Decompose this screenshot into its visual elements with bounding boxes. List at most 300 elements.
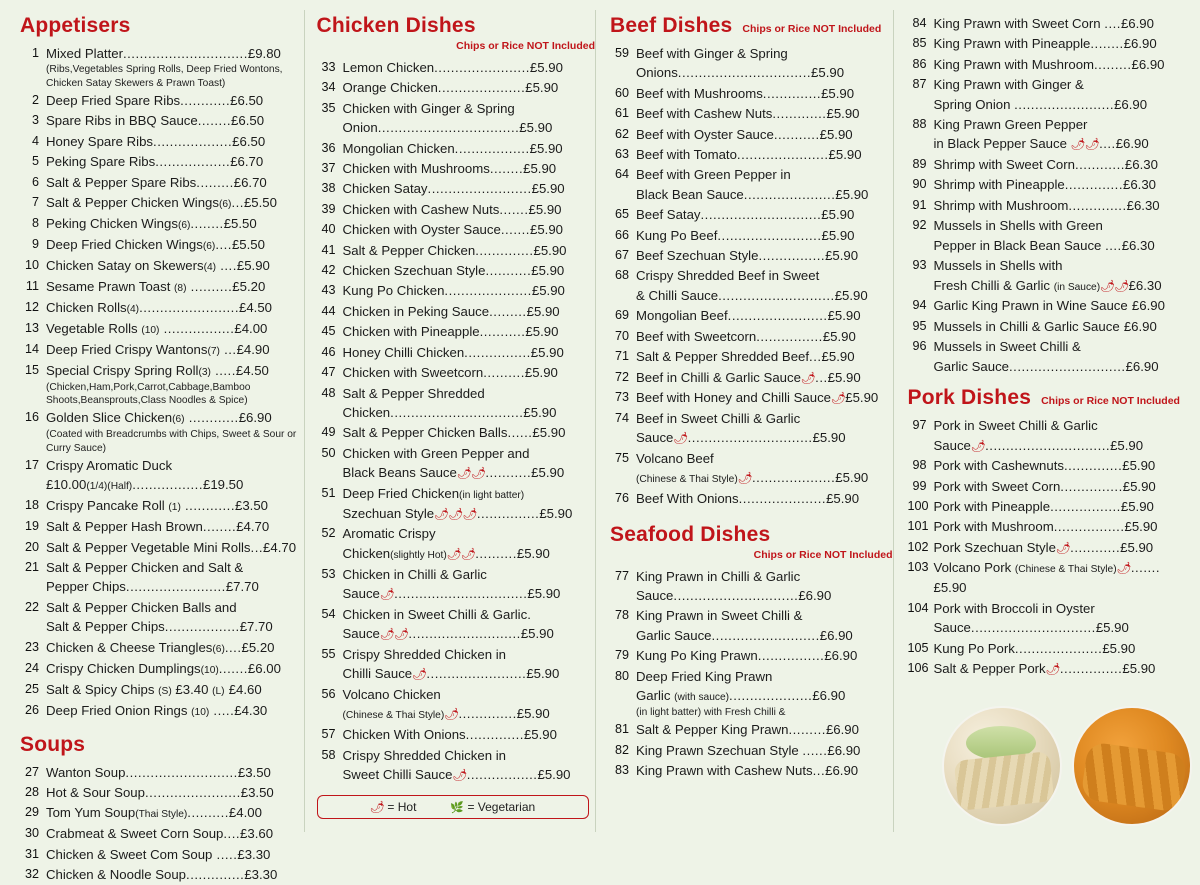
item-price: £5.90 <box>236 257 270 273</box>
chicken-list <box>317 58 596 785</box>
item-name: Aromatic Crispy <box>342 526 436 542</box>
menu-item[interactable] <box>317 363 596 382</box>
menu-item[interactable] <box>610 226 893 245</box>
item-price: £3.50 <box>235 498 269 514</box>
item-number: 93 <box>912 258 927 273</box>
item-qualifier: (6) <box>177 219 191 231</box>
item-qualifier: (10) <box>191 706 210 718</box>
item-name: Salt & Pepper Shredded <box>342 385 485 401</box>
menu-item[interactable] <box>20 152 304 171</box>
item-line-2 <box>934 436 1193 456</box>
menu-item[interactable] <box>317 423 596 442</box>
item-price-line2: £19.50 <box>203 477 244 493</box>
menu-item[interactable] <box>317 99 596 138</box>
item-line-1 <box>46 193 304 213</box>
item-name: Mussels in Sweet Chilli & <box>933 339 1081 355</box>
dot-leader: ... <box>815 369 828 385</box>
item-number: 97 <box>912 418 927 433</box>
section-title-beef: Beef Dishes <box>610 14 733 37</box>
item-line-2 <box>934 236 1193 255</box>
item-name: Salt & Pepper Chicken Wings <box>46 194 219 210</box>
menu-item[interactable] <box>317 241 596 260</box>
menu-item[interactable] <box>317 645 596 684</box>
menu-item[interactable] <box>908 416 1193 455</box>
menu-item[interactable] <box>20 763 304 782</box>
menu-item[interactable] <box>20 408 304 454</box>
item-price-line2: £5.90 <box>519 120 553 136</box>
menu-item[interactable] <box>20 496 304 516</box>
menu-item[interactable] <box>908 659 1193 679</box>
item-name: Pork with Sweet Corn <box>933 478 1061 494</box>
chilli-icon: 🌶 <box>673 431 688 446</box>
menu-item[interactable] <box>317 58 596 77</box>
chilli-icon: 🌶🌶 <box>446 546 476 561</box>
item-number: 63 <box>614 147 629 162</box>
item-line-1 <box>636 741 893 760</box>
item-name: Spare Ribs in BBQ Sauce <box>46 113 198 129</box>
item-price: £5.90 <box>1122 458 1156 474</box>
item-name: Mongolian Chicken <box>342 140 455 156</box>
item-body <box>636 44 893 83</box>
menu-item[interactable] <box>908 599 1193 638</box>
item-body <box>46 496 304 516</box>
item-price-line2: £7.70 <box>239 619 273 635</box>
dot-leader: ...................... <box>743 186 836 202</box>
item-number: 62 <box>614 126 629 141</box>
item-body <box>46 132 304 151</box>
item-number: 36 <box>321 140 336 155</box>
menu-item[interactable] <box>610 720 893 739</box>
dot-leader: .......... <box>187 805 229 821</box>
menu-item[interactable] <box>20 193 304 213</box>
item-line-1 <box>636 347 893 366</box>
menu-item[interactable] <box>20 340 304 360</box>
menu-item[interactable] <box>610 567 893 606</box>
menu-item[interactable] <box>610 145 893 164</box>
menu-item[interactable] <box>610 741 893 760</box>
menu-item[interactable] <box>317 343 596 362</box>
menu-item[interactable] <box>908 639 1193 658</box>
item-name: Beef Satay <box>636 207 701 223</box>
beef-list <box>610 44 893 509</box>
item-price: £5.90 <box>531 283 565 299</box>
menu-item[interactable] <box>610 646 893 665</box>
dot-leader: ........................... <box>125 764 238 780</box>
item-number: 27 <box>24 764 39 779</box>
item-price: £5.90 <box>1122 478 1156 494</box>
item-price: £5.90 <box>523 727 557 743</box>
item-name: Kung Po King Prawn <box>636 648 758 664</box>
menu-item[interactable] <box>610 125 893 144</box>
menu-item[interactable] <box>317 725 596 744</box>
item-number: 88 <box>912 117 927 132</box>
item-name: Beef with Mushrooms <box>636 85 763 101</box>
item-price: £4.90 <box>236 341 270 357</box>
menu-item[interactable] <box>317 322 596 341</box>
item-line-1 <box>636 104 893 123</box>
column-chicken <box>304 10 596 832</box>
menu-item[interactable] <box>908 155 1193 174</box>
item-name: Honey Chilli Chicken <box>342 344 465 360</box>
item-name: Wanton Soup <box>46 764 126 780</box>
chilli-icon: 🌶 <box>444 707 459 722</box>
dot-leader: ............ <box>180 498 235 514</box>
item-body <box>636 409 893 448</box>
menu-item[interactable] <box>610 44 893 83</box>
item-body <box>46 598 304 637</box>
item-line-1 <box>343 645 596 664</box>
item-body <box>46 235 304 255</box>
legend <box>317 795 589 819</box>
item-body <box>934 34 1193 53</box>
item-line-1 <box>934 34 1193 53</box>
menu-item[interactable] <box>908 517 1193 536</box>
item-name: Crispy Pancake Roll <box>46 498 169 514</box>
menu-item[interactable] <box>610 388 893 408</box>
menu-item[interactable] <box>317 484 596 524</box>
dot-leader: ................. <box>1050 498 1121 514</box>
item-body <box>46 517 304 536</box>
menu-item[interactable] <box>20 235 304 255</box>
menu-item[interactable] <box>908 175 1193 194</box>
menu-item[interactable] <box>908 497 1193 516</box>
item-qualifier-line2: (slightly Hot) <box>390 549 447 561</box>
item-number: 49 <box>321 425 336 440</box>
item-number: 28 <box>24 784 39 799</box>
item-name: Chicken in Sweet Chilli & Garlic. <box>342 606 531 622</box>
menu-item[interactable] <box>20 132 304 151</box>
menu-item[interactable] <box>20 558 304 597</box>
item-name: Kung Po Pork <box>933 640 1015 656</box>
dot-leader: ................... <box>153 133 233 149</box>
menu-item[interactable] <box>610 104 893 123</box>
menu-item[interactable] <box>610 266 893 305</box>
item-qualifier: (6) <box>218 198 232 210</box>
menu-item[interactable] <box>610 327 893 346</box>
item-line-1 <box>636 246 893 265</box>
item-name: Shrimp with Sweet Corn <box>933 157 1075 173</box>
dot-leader: ....... <box>500 222 530 238</box>
item-name: Chicken Satay <box>342 181 428 197</box>
menu-item[interactable] <box>20 598 304 637</box>
item-number: 75 <box>614 450 629 465</box>
item-name: Crispy Aromatic Duck <box>46 457 173 473</box>
dot-leader: ............................. <box>700 207 822 223</box>
menu-item[interactable] <box>908 75 1193 114</box>
item-qualifier-line2: (in Sauce) <box>1053 281 1101 293</box>
dot-leader: ...... <box>507 425 533 441</box>
menu-item[interactable] <box>908 296 1193 315</box>
menu-item[interactable] <box>20 659 304 679</box>
item-name-line2: Spring Onion <box>933 96 1015 112</box>
item-line-1 <box>343 159 596 178</box>
menu-item[interactable] <box>20 456 304 495</box>
item-line-2 <box>343 765 596 785</box>
item-body <box>934 115 1193 154</box>
dot-leader: .... <box>224 639 242 655</box>
menu-item[interactable] <box>317 159 596 178</box>
item-price: £5.90 <box>821 349 855 365</box>
menu-item[interactable] <box>610 449 893 488</box>
pork-list <box>908 416 1193 679</box>
photo-fried-chicken <box>1072 706 1192 826</box>
item-name: Vegetable Rolls <box>46 320 142 336</box>
item-line-2 <box>636 63 893 82</box>
menu-item[interactable] <box>20 111 304 130</box>
item-line-2 <box>934 618 1193 637</box>
item-price: £3.30 <box>237 846 271 862</box>
item-price-line2: £5.90 <box>835 186 869 202</box>
menu-item[interactable] <box>908 55 1193 74</box>
item-number: 18 <box>24 498 39 513</box>
item-name: Beef in Chilli & Garlic Sauce <box>636 369 801 385</box>
item-name: Chicken & Cheese Triangles <box>46 639 213 655</box>
item-line-1 <box>46 298 304 318</box>
item-body <box>343 645 596 684</box>
item-price: £5.20 <box>232 278 266 294</box>
item-price: £5.90 <box>525 324 559 340</box>
menu-item[interactable] <box>610 761 893 780</box>
menu-item[interactable] <box>317 444 596 483</box>
item-line-1 <box>343 58 596 77</box>
menu-item[interactable] <box>908 196 1193 215</box>
menu-item[interactable] <box>20 638 304 658</box>
menu-item[interactable] <box>20 701 304 721</box>
item-number: 30 <box>24 826 39 841</box>
menu-item[interactable] <box>610 368 893 388</box>
item-qualifier-half: (Half) <box>107 481 133 493</box>
item-line-1 <box>934 538 1193 558</box>
menu-item[interactable] <box>20 256 304 276</box>
dot-leader: .......................... <box>711 627 820 643</box>
menu-item[interactable] <box>317 302 596 321</box>
item-price: £4.30 <box>234 702 268 718</box>
menu-item[interactable] <box>610 606 893 645</box>
item-line-1 <box>343 281 596 300</box>
menu-item[interactable] <box>610 84 893 103</box>
item-price-line2: £6.90 <box>1125 358 1159 374</box>
menu-item[interactable] <box>317 605 596 644</box>
item-line-1 <box>343 384 596 403</box>
menu-item[interactable] <box>908 477 1193 496</box>
item-price: £6.90 <box>1131 298 1165 314</box>
item-line-1 <box>934 296 1193 315</box>
item-number: 78 <box>614 608 629 623</box>
item-body <box>636 388 893 408</box>
menu-item[interactable] <box>317 261 596 280</box>
menu-item[interactable] <box>610 489 893 508</box>
menu-item[interactable] <box>317 200 596 219</box>
menu-item[interactable] <box>610 306 893 325</box>
item-line-2 <box>934 95 1193 114</box>
item-name: Chicken in Chilli & Garlic <box>342 566 487 582</box>
item-price: £6.90 <box>825 722 859 738</box>
item-body <box>343 384 596 423</box>
item-body <box>343 200 596 219</box>
item-number: 52 <box>321 526 336 541</box>
menu-item[interactable] <box>20 319 304 339</box>
menu-item[interactable] <box>317 685 596 724</box>
menu-item[interactable] <box>317 565 596 604</box>
item-line-1 <box>343 139 596 158</box>
item-number: 15 <box>24 362 39 377</box>
menu-item[interactable] <box>610 667 893 720</box>
item-qualifier-line2: (with sauce) <box>674 692 730 704</box>
item-name: Deep Fried King Prawn <box>636 668 773 684</box>
item-number: 10 <box>24 257 39 272</box>
item-number: 77 <box>614 568 629 583</box>
item-number: 11 <box>25 278 39 293</box>
menu-item[interactable] <box>20 44 304 90</box>
menu-item[interactable] <box>20 824 304 843</box>
menu-item[interactable] <box>20 803 304 823</box>
pork-header <box>908 386 1193 410</box>
item-line-1 <box>46 865 304 884</box>
item-price: £6.90 <box>827 742 861 758</box>
menu-item[interactable] <box>908 216 1193 255</box>
item-number: 7 <box>31 194 39 209</box>
menu-item[interactable] <box>908 538 1193 558</box>
item-line-1 <box>46 701 304 721</box>
item-name: Beef with Honey and Chilli Sauce <box>636 390 831 406</box>
menu-item[interactable] <box>20 91 304 110</box>
item-price: £5.90 <box>825 248 859 264</box>
dot-leader: ................ <box>756 328 823 344</box>
dot-leader: ................ <box>464 344 531 360</box>
item-body <box>636 567 893 606</box>
item-name-line2: £10.00 <box>46 477 87 493</box>
item-name: Salt & Spicy Chips <box>46 681 159 697</box>
menu-item[interactable] <box>317 78 596 97</box>
item-number: 81 <box>614 722 629 737</box>
menu-item[interactable] <box>908 317 1193 336</box>
item-price: £6.50 <box>232 133 266 149</box>
item-name-line2: Sauce <box>636 430 674 446</box>
item-number: 43 <box>321 283 336 298</box>
dot-leader: ....... <box>218 660 248 676</box>
item-price: £5.90 <box>529 140 563 156</box>
item-line-1 <box>46 132 304 151</box>
item-line-1 <box>46 319 304 339</box>
menu-item[interactable] <box>20 173 304 192</box>
item-number: 41 <box>321 242 336 257</box>
item-price: £3.50 <box>237 764 271 780</box>
menu-item[interactable] <box>20 298 304 318</box>
menu-item[interactable] <box>20 538 304 557</box>
item-price: £6.30 <box>1123 177 1157 193</box>
menu-item[interactable] <box>20 277 304 297</box>
item-body <box>343 725 596 744</box>
item-number: 46 <box>321 344 336 359</box>
item-name: Chicken with Cashew Nuts <box>342 201 500 217</box>
menu-item[interactable] <box>610 347 893 366</box>
menu-item[interactable] <box>20 214 304 234</box>
item-price: £5.90 <box>821 207 855 223</box>
item-line-1 <box>46 214 304 234</box>
menu-item[interactable] <box>317 179 596 198</box>
item-number: 6 <box>31 174 39 189</box>
dot-leader: .... <box>215 236 232 252</box>
menu-item[interactable] <box>317 746 596 785</box>
item-line-1 <box>636 761 893 780</box>
item-number: 76 <box>614 491 629 506</box>
item-name: Kung Po Beef <box>636 227 718 243</box>
menu-item[interactable] <box>908 14 1193 33</box>
item-line-2 <box>343 504 596 524</box>
item-name: Beef with Tomato <box>636 147 737 163</box>
item-number: 92 <box>912 218 927 233</box>
item-body <box>636 606 893 645</box>
dot-leader: ................. <box>159 320 235 336</box>
item-line-2 <box>636 428 893 448</box>
item-line-1 <box>343 444 596 463</box>
item-body <box>934 517 1193 536</box>
item-name: Salt & Pepper Pork <box>933 661 1046 676</box>
item-qualifier-line2: (Chinese & Thai Style) <box>342 710 445 722</box>
item-number: 84 <box>912 16 927 30</box>
menu-item[interactable] <box>317 281 596 300</box>
menu-item[interactable] <box>908 337 1193 376</box>
item-line-1 <box>934 599 1193 618</box>
item-number: 60 <box>614 85 629 100</box>
menu-item[interactable] <box>20 517 304 536</box>
item-line-1 <box>636 388 893 408</box>
seafood-list-left <box>610 567 893 781</box>
item-name: Tom Yum Soup <box>46 805 136 821</box>
item-name: Crabmeat & Sweet Corn Soup <box>46 826 224 842</box>
item-name: Volcano Beef <box>636 450 714 466</box>
item-line-1 <box>934 115 1193 134</box>
menu-item[interactable] <box>610 165 893 204</box>
item-body <box>46 256 304 276</box>
menu-item[interactable] <box>20 865 304 884</box>
item-number: 9 <box>31 236 39 251</box>
menu-item[interactable] <box>610 246 893 265</box>
menu-item[interactable] <box>908 115 1193 154</box>
item-number: 51 <box>321 485 336 500</box>
item-number: 23 <box>24 639 39 654</box>
item-body <box>46 214 304 234</box>
menu-item[interactable] <box>20 783 304 802</box>
item-name-line2: Pepper Chips <box>46 579 126 595</box>
menu-item[interactable] <box>908 256 1193 295</box>
item-body <box>46 659 304 679</box>
menu-item[interactable] <box>908 34 1193 53</box>
menu-item[interactable] <box>610 205 893 224</box>
menu-item[interactable] <box>317 139 596 158</box>
menu-item[interactable] <box>317 524 596 563</box>
item-price: £5.50 <box>231 236 265 252</box>
menu-item[interactable] <box>317 384 596 423</box>
item-line-1 <box>343 179 596 198</box>
item-line-1 <box>46 496 304 516</box>
menu-item[interactable] <box>20 361 304 407</box>
menu-item[interactable] <box>317 220 596 239</box>
item-line-1 <box>343 605 596 624</box>
item-number: 106 <box>907 661 929 675</box>
item-description: (in light batter) with Fresh Chilli & <box>636 707 786 718</box>
item-price: £5.90 <box>530 344 564 360</box>
item-line-1 <box>343 302 596 321</box>
menu-item[interactable] <box>908 456 1193 475</box>
item-price-line2: £5.90 <box>811 65 845 81</box>
menu-item[interactable] <box>20 845 304 864</box>
menu-item[interactable] <box>20 680 304 700</box>
menu-item[interactable] <box>908 558 1193 597</box>
menu-item[interactable] <box>610 409 893 448</box>
item-number: 42 <box>321 263 336 278</box>
item-line-1 <box>46 361 304 381</box>
